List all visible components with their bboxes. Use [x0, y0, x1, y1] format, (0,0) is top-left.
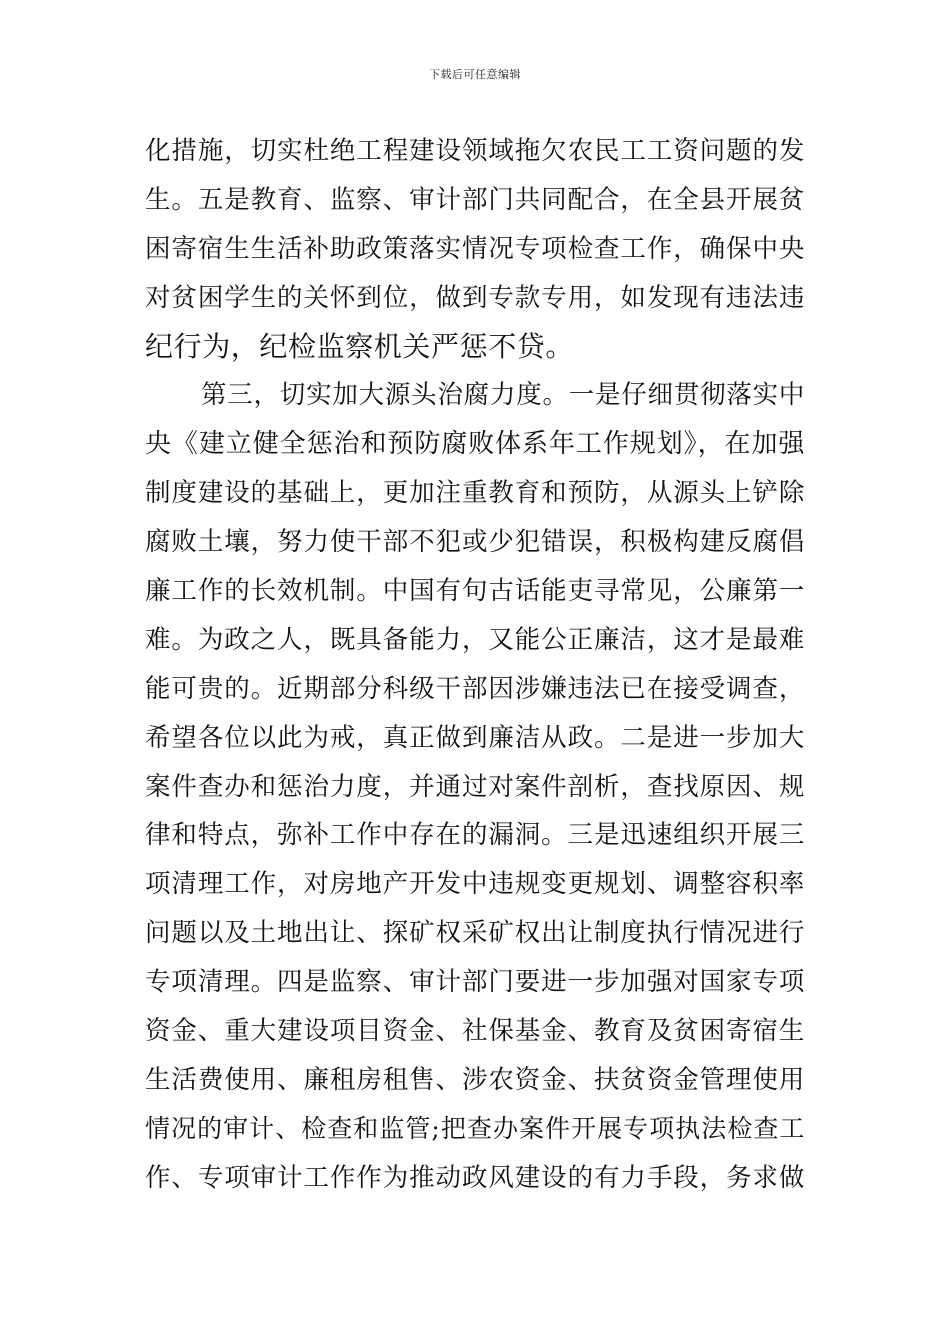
text-line: 情况的审计、检查和监管;把查办案件开展专项执法检查工	[145, 1113, 805, 1143]
paragraph-1	[145, 127, 805, 371]
text-line: 能可贵的。近期部分科级干部因涉嫌违法已在接受调查，	[145, 673, 805, 704]
text-line: 作、专项审计工作作为推动政风建设的有力手段，务求做	[145, 1162, 805, 1193]
text-line: 难。为政之人，既具备能力，又能公正廉洁，这才是最难	[145, 624, 805, 655]
text-line: 纪行为，纪检监察机关严惩不贷。	[145, 329, 575, 363]
text-line: 困寄宿生生活补助政策落实情况专项检查工作，确保中央	[145, 233, 805, 264]
text-line: 廉工作的长效机制。中国有句古话能吏寻常见，公廉第一	[145, 576, 805, 607]
text-line: 央《建立健全惩治和预防腐败体系年工作规划》，在加强	[145, 429, 805, 460]
text-line: 问题以及土地出让、探矿权采矿权出让制度执行情况进行	[145, 918, 805, 949]
text-line: 制度建设的基础上，更加注重教育和预防，从源头上铲除	[145, 478, 805, 509]
text-line: 专项清理。四是监察、审计部门要进一步加强对国家专项	[145, 967, 805, 998]
header-note: 下载后可任意编辑	[429, 68, 521, 81]
text-line: 资金、重大建设项目资金、社保基金、教育及贫困寄宿生	[145, 1016, 805, 1047]
text-line: 生。五是教育、监察、审计部门共同配合，在全县开展贫	[145, 184, 805, 215]
text-line: 希望各位以此为戒，真正做到廉洁从政。二是进一步加大	[145, 722, 805, 753]
paragraph-2	[145, 371, 805, 1202]
text-line: 案件查办和惩治力度，并通过对案件剖析，查找原因、规	[145, 771, 805, 802]
text-line: 生活费使用、廉租房租售、涉农资金、扶贫资金管理使用	[145, 1064, 805, 1095]
text-line: 化措施，切实杜绝工程建设领域拖欠农民工工资问题的发	[145, 136, 805, 166]
text-line: 对贫困学生的关怀到位，做到专款专用，如发现有违法违	[145, 282, 805, 313]
body-text	[145, 127, 805, 1203]
text-line: 腐败土壤，努力使干部不犯或少犯错误，积极构建反腐倡	[145, 527, 805, 558]
text-line: 第三，切实加大源头治腐力度。一是仔细贯彻落实中	[201, 380, 805, 411]
text-line: 项清理工作，对房地产开发中违规变更规划、调整容积率	[145, 869, 805, 900]
text-line: 律和特点，弥补工作中存在的漏洞。三是迅速组织开展三	[145, 820, 805, 851]
